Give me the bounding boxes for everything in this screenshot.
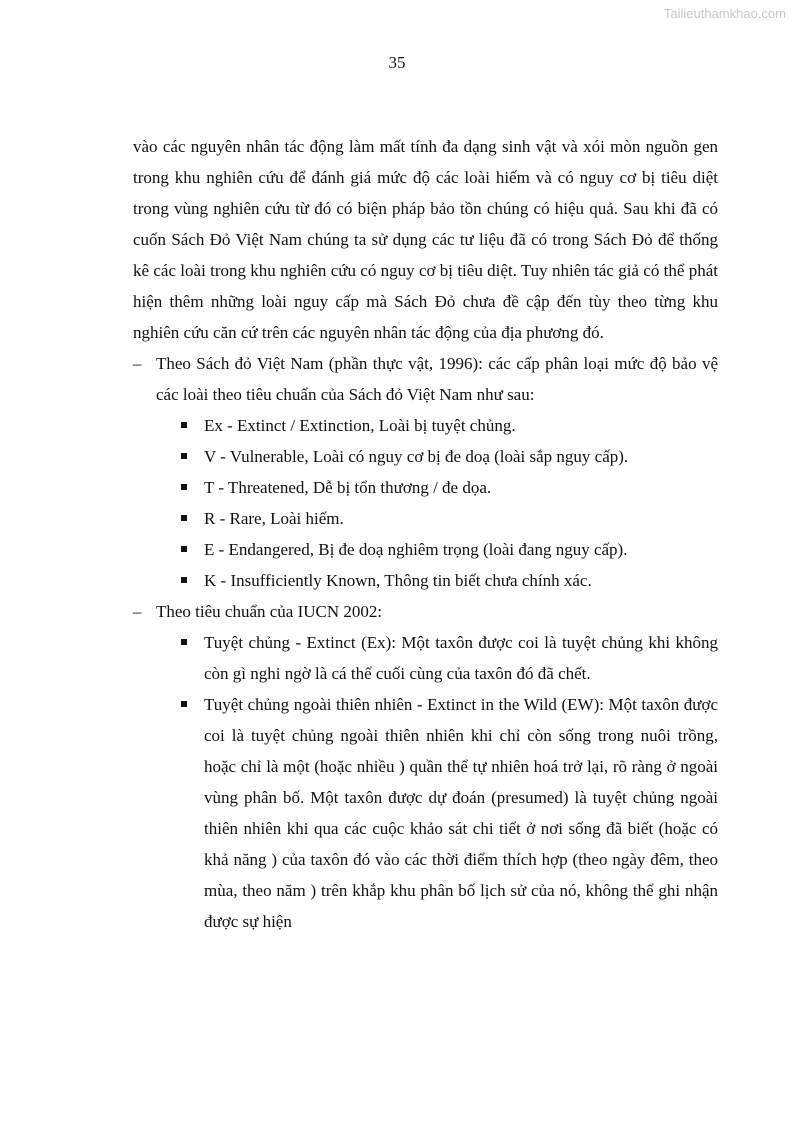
list-item-text: Tuyệt chủng - Extinct (Ex): Một taxôn được coi là tuyệt chủng khi không còn gì nghi ngờ là cá thể cuối cùng của taxôn đó đã chết. xyxy=(204,633,718,683)
bullet-icon xyxy=(181,701,187,707)
bullet-icon xyxy=(181,422,187,428)
list-item xyxy=(133,410,718,441)
intro-paragraph: vào các nguyên nhân tác động làm mất tính đa dạng sinh vật và xói mòn nguồn gen trong khu nghiên cứu để đánh giá mức độ các loài hiếm và có nguy cơ bị tiêu diệt trong vùng nghiên cứu từ đó có biện pháp bảo tồn chúng có hiệu quả. Sau khi đã có cuốn Sách Đỏ Việt Nam chúng ta sử dụng các tư liệu đã có trong Sách Đỏ để thống kê các loài trong khu nghiên cứu có nguy cơ bị tiêu diệt. Tuy nhiên tác giả có thể phát hiện thêm những loài nguy cấp mà Sách Đỏ chưa đề cập đến tùy theo từng khu nghiên cứu căn cứ trên các nguyên nhân tác động của địa phương đó. xyxy=(133,137,718,342)
list-item xyxy=(133,503,718,534)
list-item xyxy=(133,441,718,472)
bullet-icon xyxy=(181,515,187,521)
bullet-icon xyxy=(181,546,187,552)
list-item-text: E - Endangered, Bị đe doạ nghiêm trọng (loài đang nguy cấp). xyxy=(204,540,628,559)
dash-marker: – xyxy=(133,602,142,621)
iucn-category-list xyxy=(133,627,718,937)
section-sach-do xyxy=(133,348,718,410)
page-body xyxy=(133,131,718,937)
bullet-icon xyxy=(181,639,187,645)
watermark: Tailieuthamkhao.com xyxy=(663,6,786,21)
list-item xyxy=(133,534,718,565)
list-item xyxy=(133,627,718,689)
list-item-text: T - Threatened, Dễ bị tổn thương / đe dọa. xyxy=(204,478,492,497)
list-item-text: K - Insufficiently Known, Thông tin biết chưa chính xác. xyxy=(204,571,592,590)
section-heading: Theo tiêu chuẩn của IUCN 2002: xyxy=(156,602,383,621)
dash-marker: – xyxy=(133,354,142,373)
list-item-text: V - Vulnerable, Loài có nguy cơ bị đe doạ (loài sắp nguy cấp). xyxy=(204,447,629,466)
bullet-icon xyxy=(181,484,187,490)
list-item-text: Ex - Extinct / Extinction, Loài bị tuyệt chủng. xyxy=(204,416,516,435)
bullet-icon xyxy=(181,453,187,459)
sach-do-category-list xyxy=(133,410,718,596)
list-item-text: R - Rare, Loài hiếm. xyxy=(204,509,344,528)
list-item-text: Tuyệt chủng ngoài thiên nhiên - Extinct in the Wild (EW): Một taxôn được coi là tuyệt chủng ngoài thiên nhiên khi chỉ còn sống trong nuôi trồng, hoặc chỉ là một (hoặc nhiều ) quần thể tự nhiên hoá trở lại, rõ ràng ở ngoài vùng phân bố. Một taxôn được dự đoán (presumed) là tuyệt chủng ngoài thiên nhiên khi qua các cuộc khảo sát chi tiết ở nơi sống đã biết (hoặc có khả năng ) của taxôn đó vào các thời điểm thích hợp (theo ngày đêm, theo mùa, theo năm ) trên khắp khu phân bố lịch sử của nó, không thể ghi nhận được sự hiện xyxy=(204,695,718,931)
bullet-icon xyxy=(181,577,187,583)
list-item xyxy=(133,689,718,937)
page-number: 35 xyxy=(388,53,406,72)
list-item xyxy=(133,472,718,503)
list-item xyxy=(133,565,718,596)
section-iucn xyxy=(133,596,718,627)
section-heading: Theo Sách đỏ Việt Nam (phần thực vật, 1996): các cấp phân loại mức độ bảo vệ các loài theo tiêu chuẩn của Sách đỏ Việt Nam như sau: xyxy=(156,354,718,404)
